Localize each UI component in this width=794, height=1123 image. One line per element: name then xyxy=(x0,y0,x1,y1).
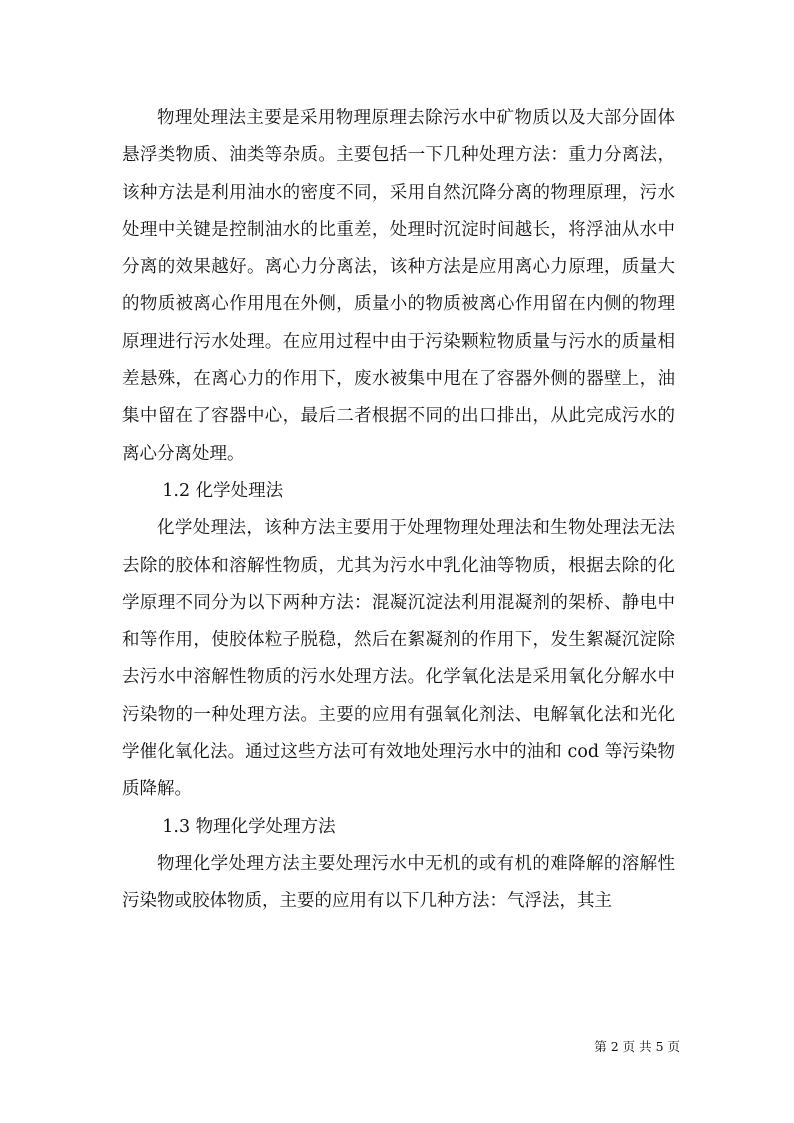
paragraph-physical-treatment: 物理处理法主要是采用物理原理去除污水中矿物质以及大部分固体悬浮类物质、油类等杂质。主要包括一下几种处理方法：重力分离法，该种方法是利用油水的密度不同，采用自然沉降分离的物理原理，污水处理中关键是控制油水的比重差，处理时沉淀时间越长，将浮油从水中分离的效果越好。离心力分离法，该种方法是应用离心力原理，质量大的物质被离心作用甩在外侧，质量小的物质被离心作用留在内侧的物理原理进行污水处理。在应用过程中由于污染颗粒物质量与污水的质量相差悬殊，在离心力的作用下，废水被集中甩在了容器外侧的器壁上，油集中留在了容器中心，最后二者根据不同的出口排出，从此完成污水的离心分离处理。 xyxy=(122,108,675,464)
paragraph-physicochemical-treatment: 物理化学处理方法主要处理污水中无机的或有机的难降解的溶解性污染物或胶体物质，主要的应用有以下几种方法：气浮法，其主 xyxy=(122,853,675,912)
section-heading-chemical: 1.2 化学处理法 xyxy=(162,480,284,501)
document-body xyxy=(122,100,675,921)
section-heading-physicochemical: 1.3 物理化学处理方法 xyxy=(162,816,336,837)
page-number-footer: 第 2 页 共 5 页 xyxy=(594,1039,680,1054)
paragraph-chemical-treatment: 化学处理法，该种方法主要用于处理物理处理法和生物处理法无法去除的胶体和溶解性物质，尤其为污水中乳化油等物质，根据去除的化学原理不同分为以下两种方法：混凝沉淀法利用混凝剂的架桥、静电中和等作用，使胶体粒子脱稳，然后在絮凝剂的作用下，发生絮凝沉淀除去污水中溶解性物质的污水处理方法。化学氧化法是采用氧化分解水中污染物的一种处理方法。主要的应用有强氧化剂法、电解氧化法和光化学催化氧化法。通过这些方法可有效地处理污水中的油和 cod 等污染物质降解。 xyxy=(122,518,675,800)
